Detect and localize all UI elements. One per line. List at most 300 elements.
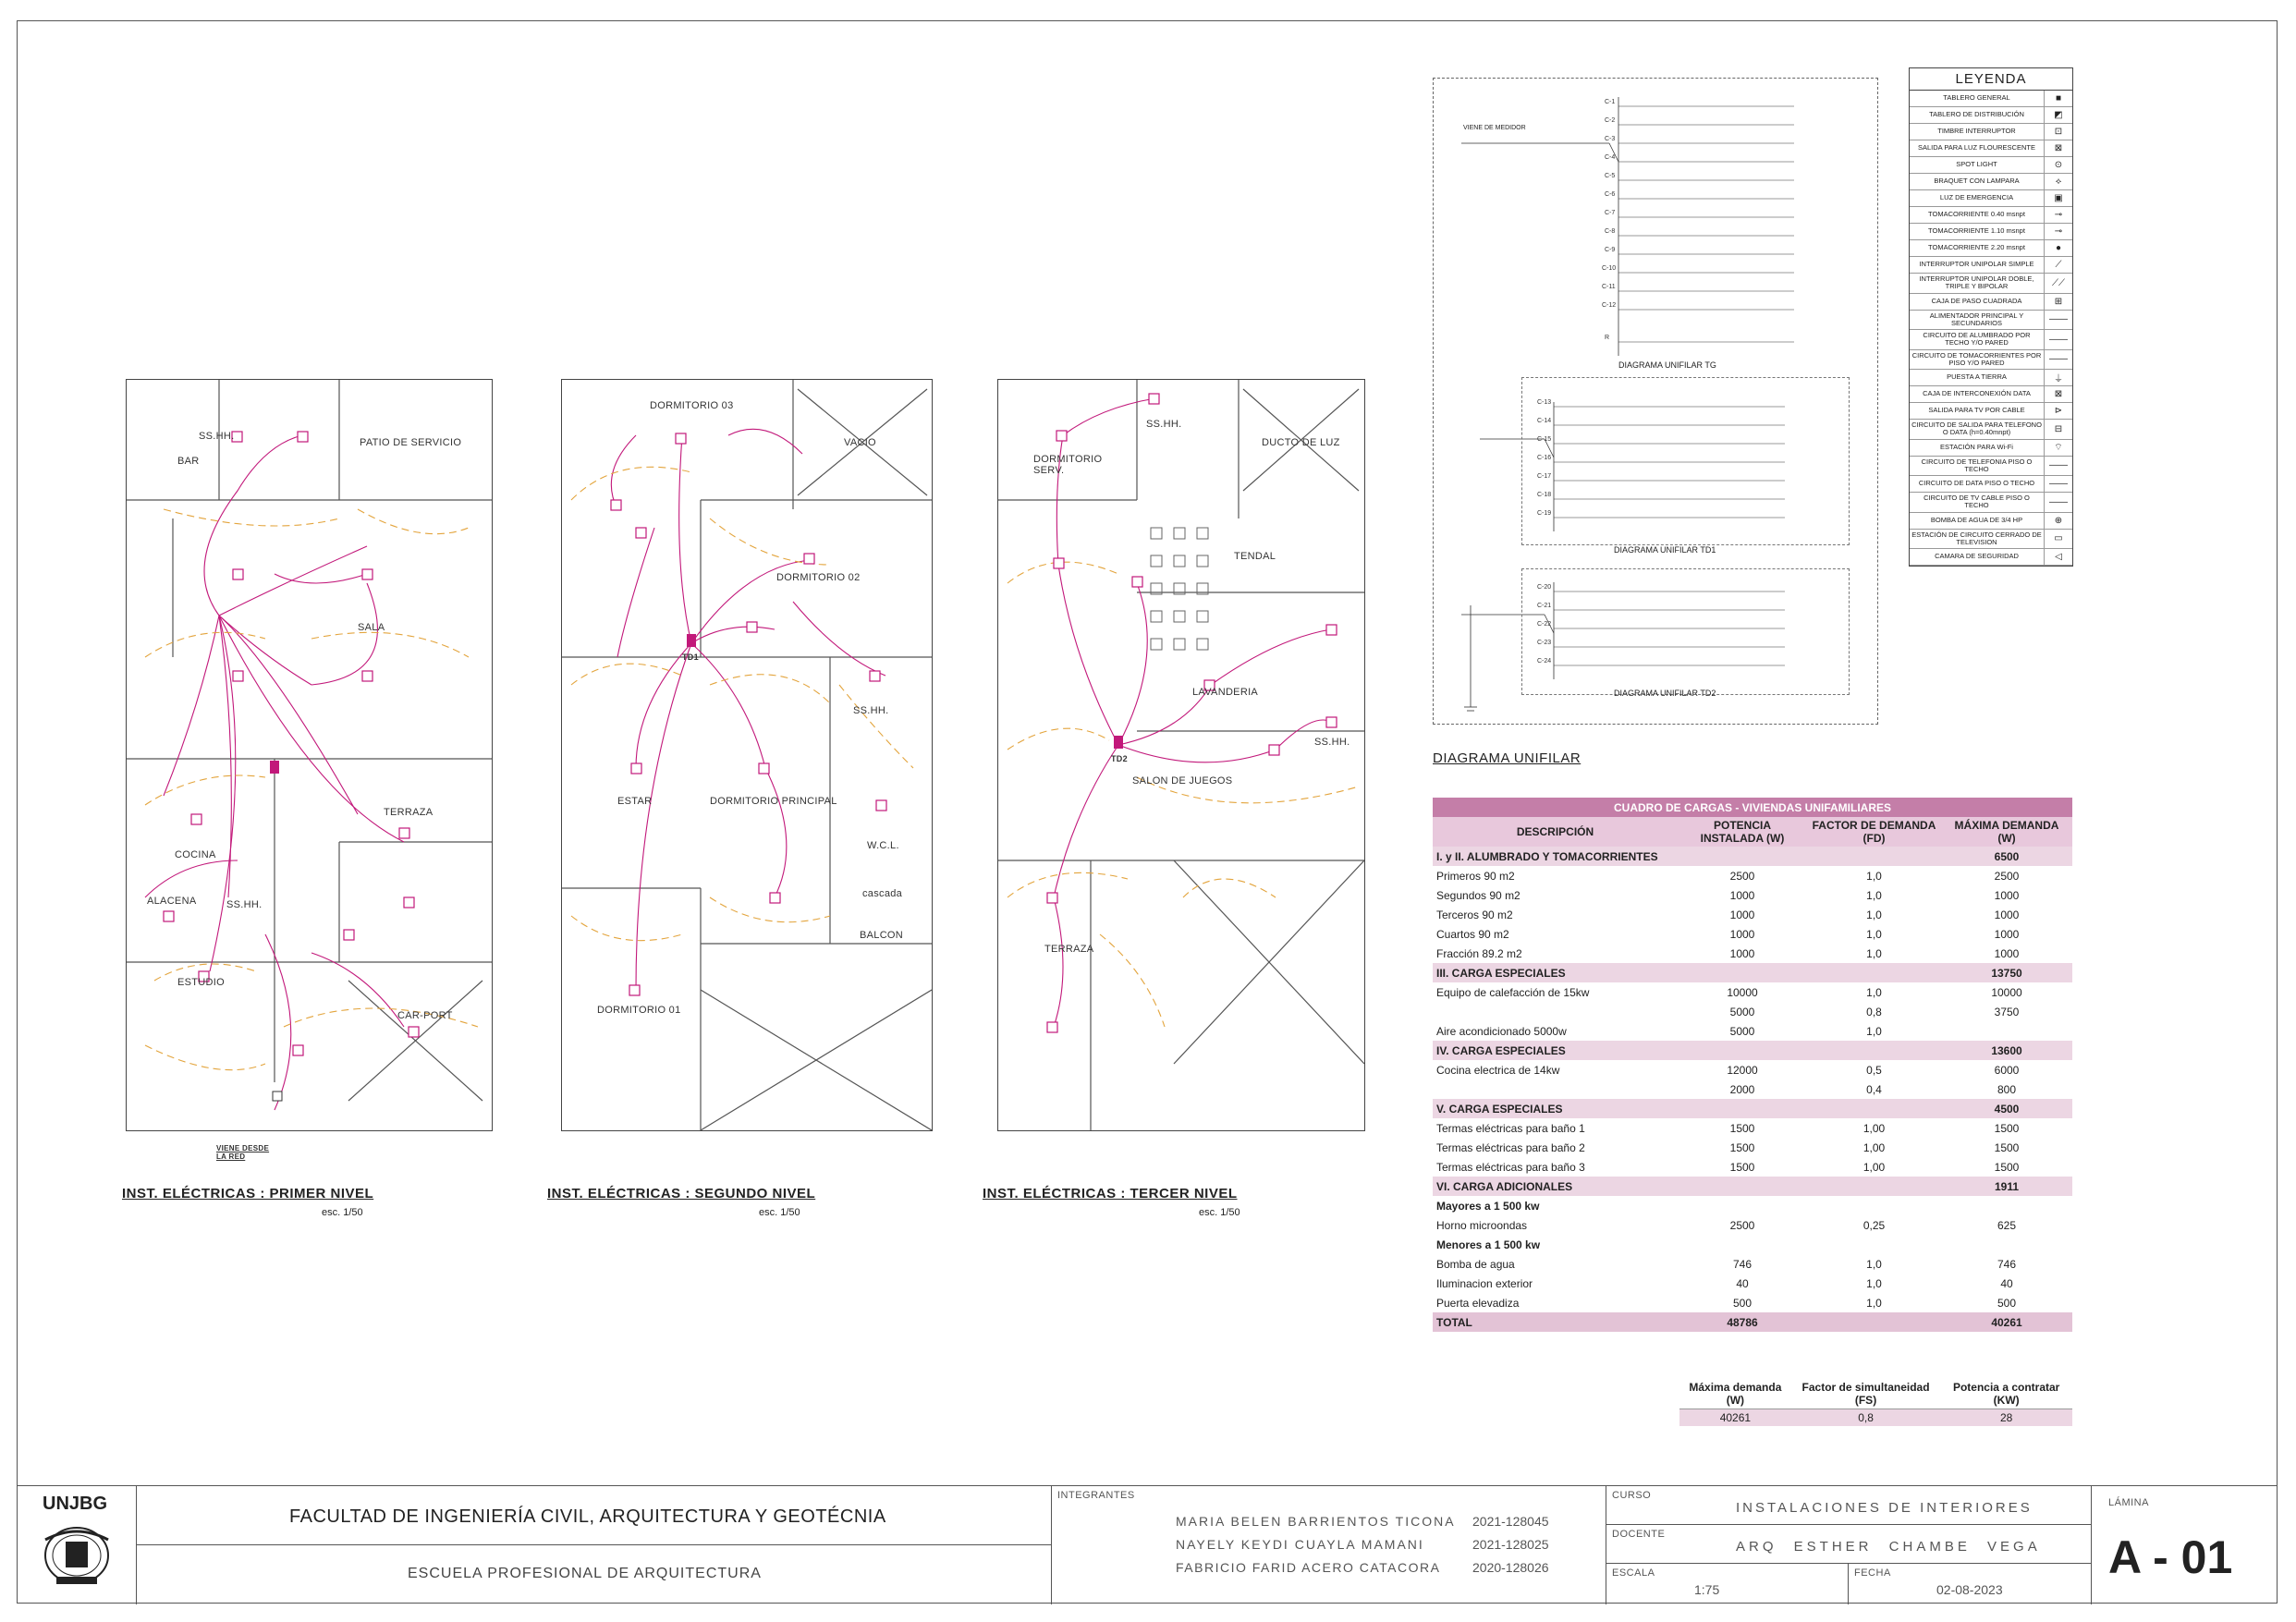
table-cell: Mayores a 1 500 kw (1436, 1199, 1540, 1213)
legend-item-label: TOMACORRIENTE 2.20 msnpt (1910, 240, 2045, 256)
table-cell: 1,0 (1866, 1276, 1882, 1290)
wifi-icon: ⌔ (2054, 442, 2063, 453)
table-cell: I. y II. ALUMBRADO Y TOMACORRIENTES (1433, 847, 1678, 866)
table-cell: 1500 (1729, 1121, 1755, 1135)
room-label: SS.HH. (199, 431, 235, 442)
diagram-unifilar-title: DIAGRAMA UNIFILAR (1433, 750, 1582, 766)
circuit-label: C-15 (1537, 436, 1552, 443)
integrantes-cell (1052, 1486, 1606, 1604)
table-cell: Termas eléctricas para baño 1 (1436, 1121, 1585, 1135)
circuit-label: C-18 (1537, 492, 1552, 498)
table-cell (1807, 1312, 1941, 1332)
table-cell: 10000 (1727, 985, 1758, 999)
fecha-cell (1849, 1564, 2092, 1604)
room-label: DORMITORIO 02 (776, 572, 861, 583)
resumen-value: 0,8 (1791, 1409, 1941, 1427)
legend-item-label: BOMBA DE AGUA DE 3/4 HP (1910, 513, 2045, 529)
legend-item (1910, 174, 2072, 190)
column-header: POTENCIA INSTALADA (W) (1678, 817, 1807, 847)
legend-item-label: ALIMENTADOR PRINCIPAL Y SECUNDARIOS (1910, 311, 2045, 330)
cctv-icon: ▭ (2054, 533, 2063, 544)
plan-scale: esc. 1/50 (759, 1207, 800, 1218)
legend-item-label: TOMACORRIENTE 0.40 msnpt (1910, 207, 2045, 223)
outlet-icon: ⊸ (2054, 226, 2063, 237)
table-cell (1807, 1177, 1941, 1196)
table-cell: 13750 (1941, 963, 2072, 982)
table-cell: 0,8 (1866, 1005, 1882, 1018)
table-cell: Segundos 90 m2 (1436, 888, 1520, 902)
box-icon: ⊞ (2054, 296, 2063, 307)
table-cell: 1,0 (1866, 927, 1882, 941)
plan-title-tercer-nivel: INST. ELÉCTRICAS : TERCER NIVEL (983, 1186, 1238, 1201)
docente-label: DOCENTE (1612, 1529, 1666, 1540)
table-cell: 2000 (1729, 1082, 1755, 1096)
legend-item-label: CAMARA DE SEGURIDAD (1910, 549, 2045, 565)
table-cell: 40 (1736, 1276, 1749, 1290)
room-label: cascada (862, 888, 903, 899)
room-label: TERRAZA (1044, 944, 1094, 955)
table-cell (1678, 1041, 1807, 1060)
line-icon: —— (2049, 354, 2068, 365)
table-cell: 6500 (1941, 847, 2072, 866)
outlet-icon: ⊸ (2054, 210, 2063, 220)
legend-list (1910, 91, 2072, 566)
table-row (1433, 1157, 2072, 1177)
table-cell: V. CARGA ESPECIALES (1433, 1099, 1678, 1118)
viene-desde-la-red: VIENE DESDE LA RED (216, 1144, 270, 1161)
unifilar-feed-label: VIENE DE MEDIDOR (1463, 125, 1526, 131)
legend (1909, 67, 2073, 567)
table-cell: 1,00 (1862, 1121, 1886, 1135)
table-cell: 1911 (1941, 1177, 2072, 1196)
legend-item (1910, 350, 2072, 371)
table-cell: 0,5 (1866, 1063, 1882, 1077)
table-cell: 40 (2000, 1276, 2013, 1290)
table-cell: Bomba de agua (1436, 1257, 1515, 1271)
legend-item (1910, 549, 2072, 566)
table-cell: 40261 (1941, 1312, 2072, 1332)
room-label: SS.HH. (853, 705, 889, 716)
table-cell: Termas eléctricas para baño 3 (1436, 1160, 1585, 1174)
switch-icon: ⟋ (2055, 260, 2062, 270)
table-row (1433, 1274, 2072, 1293)
legend-item (1910, 530, 2072, 550)
unifilar-td2-box (1521, 568, 1850, 695)
filled-rect-icon: ■ (2055, 93, 2062, 104)
table-row (1433, 982, 2072, 1002)
room-label: BAR (177, 456, 200, 467)
resumen-value: 40261 (1679, 1409, 1791, 1427)
table-cell: 48786 (1678, 1312, 1807, 1332)
escala-value: 1:75 (1694, 1582, 1720, 1597)
table-cell: 1000 (1729, 927, 1755, 941)
circuit-label: C-19 (1537, 510, 1552, 517)
data-box-icon: ⊠ (2054, 389, 2063, 399)
table-cell: TOTAL (1433, 1312, 1678, 1332)
table-cell: 1500 (1994, 1121, 2020, 1135)
table-row (1433, 1021, 2072, 1041)
legend-item-label: INTERRUPTOR UNIPOLAR DOBLE, TRIPLE Y BIPOLAR (1910, 274, 2045, 293)
escala-cell (1606, 1564, 1849, 1604)
column-header: DESCRIPCIÓN (1433, 817, 1678, 847)
table-cell: 0,25 (1862, 1218, 1886, 1232)
switch-multi-icon: ⟋⟋ (2052, 277, 2065, 288)
room-label: ESTUDIO (177, 977, 225, 988)
table-row (1433, 1099, 2072, 1118)
table-row (1433, 924, 2072, 944)
column-header: FACTOR DE DEMANDA (FD) (1807, 817, 1941, 847)
circuit-label: C-17 (1537, 473, 1552, 480)
room-label: SALA (358, 622, 385, 633)
room-label: TENDAL (1234, 551, 1276, 562)
table-cell: 5000 (1729, 1005, 1755, 1018)
table-cell (1433, 1079, 1678, 1099)
plan-title-segundo-nivel: INST. ELÉCTRICAS : SEGUNDO NIVEL (547, 1186, 816, 1201)
legend-item (1910, 107, 2072, 124)
table-cell (1941, 1196, 2072, 1215)
table-cell: 1500 (1729, 1140, 1755, 1154)
table-cell: 625 (1997, 1218, 2017, 1232)
circuit-label: C-6 (1605, 191, 1616, 198)
circuit-label: C-3 (1605, 136, 1616, 142)
line-icon: —— (2049, 479, 2068, 489)
camera-icon: ◁ (2055, 552, 2062, 562)
bell-icon: ⊡ (2054, 127, 2063, 137)
table-cell: Termas eléctricas para baño 2 (1436, 1140, 1585, 1154)
square-x-icon: ⊠ (2054, 143, 2063, 153)
circuit-label: C-21 (1537, 603, 1552, 609)
legend-item (1910, 157, 2072, 174)
legend-item-label: PUESTA A TIERRA (1910, 370, 2045, 385)
table-row (1433, 1215, 2072, 1235)
pump-icon: ⊕ (2054, 515, 2063, 526)
table-cell: 800 (1997, 1082, 2017, 1096)
table-cell: Equipo de calefacción de 15kw (1436, 985, 1590, 999)
table-cell: 1,00 (1862, 1140, 1886, 1154)
circuit-label: C-9 (1605, 247, 1616, 253)
table-cell: Menores a 1 500 kw (1436, 1238, 1541, 1251)
faculty-name: FACULTAD DE INGENIERÍA CIVIL, ARQUITECTURA Y GEOTÉCNIA (289, 1506, 886, 1527)
table-row (1433, 1060, 2072, 1079)
table-row (1433, 1254, 2072, 1274)
legend-item (1910, 403, 2072, 420)
room-label: COCINA (175, 849, 216, 860)
plan-segundo-nivel (561, 379, 933, 1131)
curso-value: INSTALACIONES DE INTERIORES (1736, 1500, 2033, 1516)
circuit-label: C-5 (1605, 173, 1616, 179)
ground-icon: ⏚ (2054, 374, 2063, 384)
legend-item (1910, 330, 2072, 350)
legend-item (1910, 190, 2072, 207)
resumen-value: 28 (1940, 1409, 2072, 1427)
room-label: SS.HH. (1314, 737, 1350, 748)
faculty-cell (137, 1486, 1052, 1545)
member-code: 2021-128025 (1472, 1537, 1549, 1552)
legend-item (1910, 493, 2072, 513)
table-cell (1433, 1002, 1678, 1021)
table-cell: 1,00 (1862, 1160, 1886, 1174)
member-name: MARIA BELEN BARRIENTOS TICONA (1176, 1514, 1456, 1529)
circuit-label: C-10 (1602, 265, 1617, 272)
fecha-label: FECHA (1854, 1567, 1891, 1579)
fecha-value: 02-08-2023 (1936, 1582, 2003, 1597)
table-cell (1678, 1177, 1807, 1196)
legend-item-label: TOMACORRIENTE 1.10 msnpt (1910, 224, 2045, 239)
circuit-label: C-1 (1605, 99, 1616, 105)
room-label: DORMITORIO PRINCIPAL (710, 796, 837, 807)
curso-label: CURSO (1612, 1490, 1652, 1501)
diagrama-unifilar (1433, 78, 1878, 725)
table-row (1433, 905, 2072, 924)
legend-item (1910, 140, 2072, 157)
circuit-label: C-11 (1602, 284, 1616, 290)
table-cell: Cuartos 90 m2 (1436, 927, 1509, 941)
legend-item-label: CAJA DE INTERCONEXIÓN DATA (1910, 386, 2045, 402)
table-cell: 1,0 (1866, 1024, 1882, 1038)
half-rect-icon: ◩ (2054, 110, 2063, 120)
circuit-label: C-14 (1537, 418, 1552, 424)
room-label: W.C.L. (867, 840, 899, 851)
plan-scale: esc. 1/50 (1199, 1207, 1240, 1218)
legend-item (1910, 420, 2072, 440)
table-row (1433, 963, 2072, 982)
university-seal-icon (40, 1521, 114, 1591)
legend-item-label: CIRCUITO DE TELEFONIA PISO O TECHO (1910, 457, 2045, 476)
table-row (1433, 1002, 2072, 1021)
table-row (1433, 847, 2072, 866)
plan-tercer-nivel (997, 379, 1365, 1131)
table-cell: 2500 (1729, 869, 1755, 883)
legend-item-label: CIRCUITO DE ALUMBRADO POR TECHO Y/O PARED (1910, 330, 2045, 349)
legend-item (1910, 457, 2072, 477)
table-cell: 1500 (1729, 1160, 1755, 1174)
table-cell (1807, 847, 1941, 866)
table-cell: 4500 (1941, 1099, 2072, 1118)
legend-item (1910, 386, 2072, 403)
table-row (1433, 1312, 2072, 1332)
table-row (1433, 885, 2072, 905)
legend-item (1910, 124, 2072, 140)
room-label: DORMITORIO 03 (650, 400, 734, 411)
room-label: SS.HH. (226, 899, 263, 910)
legend-item-label: CIRCUITO DE TOMACORRIENTES POR PISO Y/O PARED (1910, 350, 2045, 370)
legend-item (1910, 311, 2072, 331)
unifilar-td1-label: DIAGRAMA UNIFILAR TD1 (1614, 545, 1716, 555)
line-icon: —— (2049, 460, 2068, 471)
logo-cell (17, 1486, 137, 1604)
circuit-label: C-4 (1605, 154, 1616, 161)
table-cell: Aire acondicionado 5000w (1436, 1024, 1567, 1038)
plan-segundo-nivel-drawing (562, 380, 932, 1130)
legend-item-label: SALIDA PARA TV POR CABLE (1910, 403, 2045, 419)
cuadro-title: CUADRO DE CARGAS - VIVIENDAS UNIFAMILIARES (1433, 798, 2072, 817)
table-cell: Terceros 90 m2 (1436, 908, 1513, 921)
table-cell (1678, 1099, 1807, 1118)
table-cell: 1000 (1729, 908, 1755, 921)
room-label: CAR-PORT (397, 1010, 453, 1021)
legend-item (1910, 294, 2072, 311)
legend-item-label: ESTACIÓN PARA Wi-Fi (1910, 440, 2045, 456)
room-label: DORMITORIO 01 (597, 1005, 681, 1016)
table-cell (1807, 1041, 1941, 1060)
room-label: PATIO DE SERVICIO (360, 437, 462, 448)
table-cell: 5000 (1729, 1024, 1755, 1038)
room-label: BALCON (860, 930, 904, 941)
table-cell: 0,4 (1866, 1082, 1882, 1096)
table-cell: 3750 (1994, 1005, 2020, 1018)
legend-item-label: CIRCUITO DE DATA PISO O TECHO (1910, 476, 2045, 492)
emergency-icon: ▣ (2054, 193, 2063, 203)
table-cell: IV. CARGA ESPECIALES (1433, 1041, 1678, 1060)
resumen-header: Factor de simultaneidad (FS) (1791, 1379, 1941, 1409)
column-header: MÁXIMA DEMANDA (W) (1941, 817, 2072, 847)
school-name: ESCUELA PROFESIONAL DE ARQUITECTURA (408, 1566, 762, 1581)
table-cell: VI. CARGA ADICIONALES (1433, 1177, 1678, 1196)
circuit-label: C-13 (1537, 399, 1552, 406)
plan-tercer-nivel-drawing (998, 380, 1364, 1130)
table-cell: 1,0 (1866, 888, 1882, 902)
table-cell: 1000 (1729, 946, 1755, 960)
legend-item-label: ESTACIÓN DE CIRCUITO CERRADO DE TELEVISION (1910, 530, 2045, 549)
table-cell (1941, 1021, 2072, 1041)
room-label: DORMITORIO SERV. (1033, 454, 1103, 476)
plan-scale: esc. 1/50 (322, 1207, 363, 1218)
legend-item-label: INTERRUPTOR UNIPOLAR SIMPLE (1910, 257, 2045, 273)
circuit-label: C-7 (1605, 210, 1616, 216)
table-cell: 2500 (1729, 1218, 1755, 1232)
legend-item-label: SALIDA PARA LUZ FLOURESCENTE (1910, 140, 2045, 156)
unifilar-td2-label: DIAGRAMA UNIFILAR TD2 (1614, 689, 1716, 698)
line-icon: —— (2049, 334, 2068, 345)
table-cell: 10000 (1991, 985, 2022, 999)
circle-icon: ⊙ (2054, 160, 2063, 170)
curso-cell (1606, 1486, 2092, 1525)
table-cell: 500 (1997, 1296, 2017, 1310)
unifilar-tg-label: DIAGRAMA UNIFILAR TG (1618, 360, 1716, 370)
legend-item (1910, 370, 2072, 386)
room-label: ALACENA (147, 896, 197, 907)
outlet-filled-icon: ● (2055, 243, 2062, 253)
legend-item-label: BRAQUET CON LAMPARA (1910, 174, 2045, 189)
room-label: VACIO (844, 437, 876, 448)
circuit-label: C-24 (1537, 658, 1552, 665)
table-cell: 1,0 (1866, 1257, 1882, 1271)
table-cell: 1000 (1994, 908, 2020, 921)
table-cell: 13600 (1941, 1041, 2072, 1060)
escala-label: ESCALA (1612, 1567, 1655, 1579)
table-cell: 12000 (1727, 1063, 1758, 1077)
table-cell: 746 (1997, 1257, 2017, 1271)
room-label: LAVANDERIA (1192, 687, 1259, 698)
table-cell (1678, 1235, 1807, 1254)
table-cell: 1500 (1994, 1140, 2020, 1154)
legend-item-label: TABLERO GENERAL (1910, 91, 2045, 106)
table-cell (1807, 1196, 1941, 1215)
legend-item-label: CAJA DE PASO CUADRADA (1910, 294, 2045, 310)
table-cell: 1,0 (1866, 1296, 1882, 1310)
table-cell (1941, 1235, 2072, 1254)
table-row (1433, 1196, 2072, 1215)
circuit-label: C-12 (1602, 302, 1617, 309)
table-row (1433, 1235, 2072, 1254)
table-cell: Iluminacion exterior (1436, 1276, 1533, 1290)
docente-value: ARQ ESTHER CHAMBE VEGA (1736, 1539, 2041, 1555)
room-label: SALON DE JUEGOS (1132, 775, 1233, 787)
panel-label-td1: TD1 (682, 652, 699, 662)
table-cell: 1000 (1994, 888, 2020, 902)
table-row (1433, 1177, 2072, 1196)
legend-item (1910, 240, 2072, 257)
circuit-label: C-22 (1537, 621, 1552, 628)
table-cell: 1,0 (1866, 946, 1882, 960)
legend-item-label: CIRCUITO DE SALIDA PARA TELEFONO O DATA (h=0.40mnpt) (1910, 420, 2045, 439)
lamina-value: A - 01 (2108, 1531, 2233, 1583)
logo-text: UNJBG (43, 1494, 108, 1514)
legend-item (1910, 91, 2072, 107)
table-cell: III. CARGA ESPECIALES (1433, 963, 1678, 982)
line-icon: —— (2049, 496, 2068, 507)
table-row (1433, 944, 2072, 963)
integrantes-label: INTEGRANTES (1057, 1490, 1135, 1501)
room-label: TERRAZA (384, 807, 434, 818)
table-cell: Primeros 90 m2 (1436, 869, 1515, 883)
table-row (1433, 1293, 2072, 1312)
table-cell (1678, 847, 1807, 866)
circuit-label: R (1605, 335, 1610, 341)
circuit-label: C-2 (1605, 117, 1616, 124)
legend-item (1910, 207, 2072, 224)
resumen-header: Máxima demanda (W) (1679, 1379, 1791, 1409)
legend-item (1910, 274, 2072, 294)
room-label: DUCTO DE LUZ (1262, 437, 1340, 448)
circuit-label: C-16 (1537, 455, 1552, 461)
line-icon: —— (2049, 314, 2068, 325)
table-row (1433, 1118, 2072, 1138)
cuadro-de-cargas (1433, 798, 2072, 1332)
school-cell (137, 1545, 1052, 1604)
member-code: 2021-128045 (1472, 1514, 1549, 1529)
table-cell (1807, 1099, 1941, 1118)
plan-primer-nivel (126, 379, 493, 1131)
table-cell: 500 (1732, 1296, 1753, 1310)
legend-item (1910, 224, 2072, 240)
docente-cell (1606, 1525, 2092, 1564)
table-cell: 1000 (1994, 927, 2020, 941)
tv-icon: ⊳ (2054, 406, 2063, 416)
table-row (1433, 1041, 2072, 1060)
legend-item-label: TABLERO DE DISTRIBUCIÓN (1910, 107, 2045, 123)
table-cell: 1,0 (1866, 908, 1882, 921)
table-cell (1807, 1235, 1941, 1254)
table-cell: Puerta elevadiza (1436, 1296, 1520, 1310)
table-cell: 1000 (1729, 888, 1755, 902)
member-code: 2020-128026 (1472, 1560, 1549, 1575)
legend-title: LEYENDA (1910, 68, 2072, 91)
circuit-label: C-8 (1605, 228, 1616, 235)
table-cell: Horno microondas (1436, 1218, 1528, 1232)
phone-icon: ⊟ (2054, 423, 2063, 434)
table-cell: 1000 (1994, 946, 2020, 960)
member-name: FABRICIO FARID ACERO CATACORA (1176, 1560, 1441, 1575)
circuit-label: C-20 (1537, 584, 1552, 591)
member-name: NAYELY KEYDI CUAYLA MAMANI (1176, 1537, 1424, 1552)
legend-item (1910, 257, 2072, 274)
legend-item-label: CIRCUITO DE TV CABLE PISO O TECHO (1910, 493, 2045, 512)
legend-item (1910, 440, 2072, 457)
panel-label-td2: TD2 (1111, 754, 1128, 763)
legend-item (1910, 513, 2072, 530)
table-cell: 6000 (1994, 1063, 2020, 1077)
